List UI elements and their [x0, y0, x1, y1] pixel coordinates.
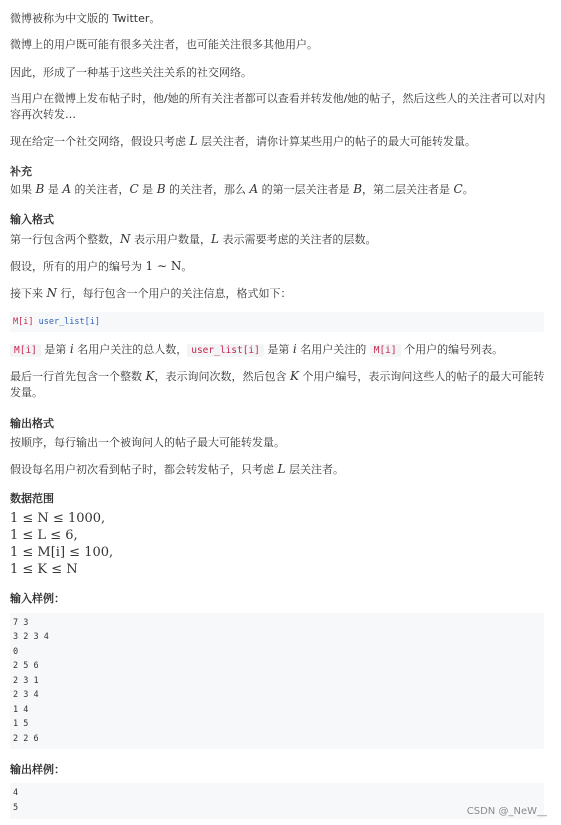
input-format-line-3: 接下来 N 行，每行包含一个用户的关注信息，格式如下： [10, 286, 292, 300]
output-format-line-1: 按顺序，每行输出一个被询问人的帖子最大可能转发量。 [10, 436, 285, 449]
code-line: 3 2 3 4 [13, 632, 49, 642]
code-line: 0 [13, 647, 19, 657]
input-format-line-5: 最后一行首先包含一个整数 K，表示询问次数，然后包含 K 个用户编号，表示询问这些人的帖子的最大可能转发量。 [10, 369, 545, 399]
sample-output-code [10, 783, 544, 819]
code-line: 2 5 6 [13, 661, 39, 671]
code-line: 1 5 [13, 719, 29, 729]
range-item: 1 ≤ K ≤ N [10, 562, 78, 577]
range-item: 1 ≤ M[i] ≤ 100, [10, 545, 114, 560]
code-line: 2 3 4 [13, 690, 39, 700]
sample-input-heading: 输入样例： [10, 592, 65, 605]
range-item: 1 ≤ N ≤ 1000, [10, 511, 106, 526]
range-item: 1 ≤ L ≤ 6, [10, 528, 78, 543]
input-format-line-4: M[i] 是第 i 名用户关注的总人数， user_list[i] 是第 i 名用户关注的 M[i] 个用户的编号列表。 [10, 341, 546, 359]
data-range-heading: 数据范围 [10, 492, 54, 505]
code-line: 2 3 1 [13, 676, 39, 686]
inline-code: M[i] [10, 344, 41, 357]
code-line: 1 4 [13, 705, 29, 715]
intro-line-4: 当用户在微博上发布帖子时，他/她的所有关注者都可以查看并转发他/她的帖子，然后这些人的关注者可以对内容再次转发… [10, 92, 546, 121]
output-format-line-2: 假设每名用户初次看到帖子时，都会转发帖子，只考虑 L 层关注者。 [10, 462, 344, 476]
input-format-line-1: 第一行包含两个整数，N 表示用户数量，L 表示需要考虑的关注者的层数。 [10, 232, 377, 246]
intro-line-2: 微博上的用户既可能有很多关注者，也可能关注很多其他用户。 [10, 38, 318, 51]
supplement-heading: 补充 [10, 165, 32, 178]
output-format-heading: 输出格式 [10, 417, 54, 430]
input-format-line-2: 假设，所有的用户的编号为 1 ∼ N。 [10, 259, 193, 273]
supplement-text: 如果 B 是 A 的关注者，C 是 B 的关注者，那么 A 的第一层关注者是 B，第二层关注者是 C。 [10, 182, 474, 196]
sample-input-code [10, 613, 544, 749]
intro-line-5: 现在给定一个社交网络，假设只考虑 L 层关注者，请你计算某些用户的帖子的最大可能转发量。 [10, 134, 476, 148]
sample-output-heading: 输出样例： [10, 763, 65, 776]
input-format-heading: 输入格式 [10, 213, 54, 226]
inline-code: M[i] [370, 344, 401, 357]
code-line: 4 [13, 788, 19, 798]
inline-code: user_list[i] [187, 344, 264, 357]
code-line: 7 3 [13, 618, 29, 628]
intro-line-1: 微博被称为中文版的 Twitter。 [10, 12, 161, 25]
format-code-line: M[i] user_list[i] [13, 317, 101, 327]
csdn-watermark: CSDN @_NeW__ [466, 806, 547, 817]
format-code-block [10, 312, 544, 332]
code-line: 2 2 6 [13, 734, 39, 744]
intro-line-3: 因此，形成了一种基于这些关注关系的社交网络。 [10, 66, 252, 79]
code-line: 5 [13, 803, 19, 813]
